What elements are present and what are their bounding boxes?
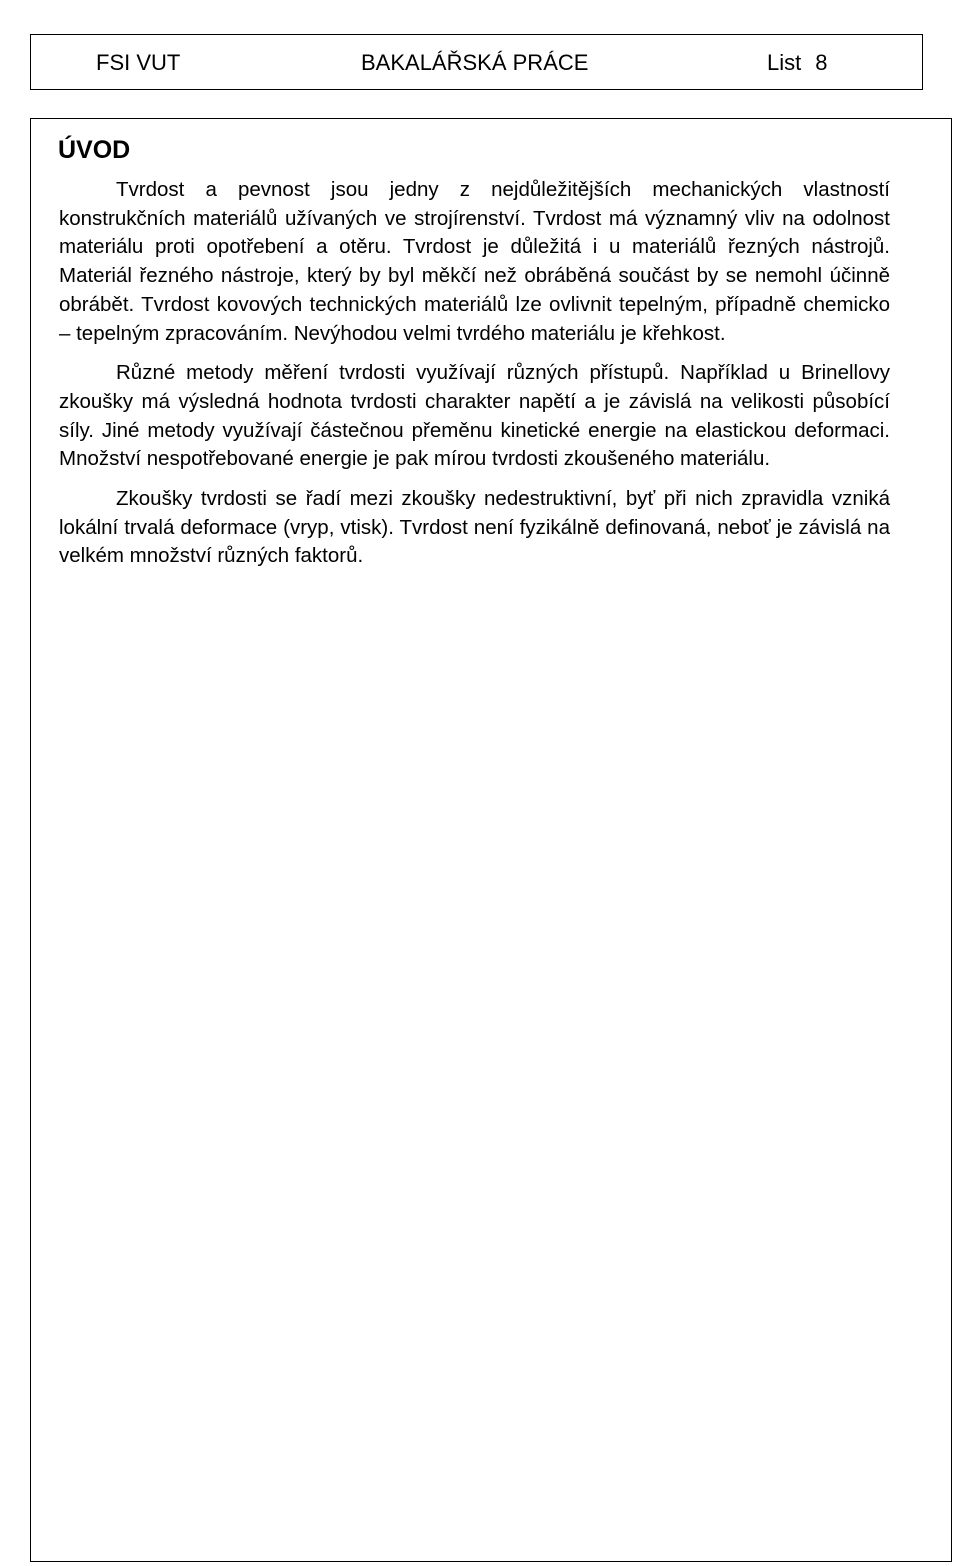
section-title: ÚVOD	[58, 136, 131, 164]
page-content-frame	[30, 118, 952, 1562]
header-faculty: FSI VUT	[96, 50, 181, 75]
header-sheet-label: List	[767, 50, 802, 75]
paragraph-3: Zkoušky tvrdosti se řadí mezi zkoušky nedestruktivní, byť při nich zpravidla vzniká lokální trvalá deformace (vryp, vtisk). Tvrdost není fyzikálně definovaná, neboť je závislá na velkém množství různých faktorů.	[59, 487, 890, 568]
paragraph-1: Tvrdost a pevnost jsou jedny z nejdůležitějších mechanických vlastností konstrukčních materiálů užívaných ve strojírenství. Tvrdost má významný vliv na odolnost materiálu proti opotřebení a otěru. Tvrdost je důležitá i u materiálů řezných nástrojů. Materiál řezného nástroje, který by byl měkčí než obráběná součást by se nemohl účinně obrábět. Tvrdost kovových technických materiálů lze ovlivnit tepelným, případně chemicko – tepelným zpracováním. Nevýhodou velmi tvrdého materiálu je křehkost.	[59, 178, 890, 345]
section-body	[59, 176, 890, 582]
paragraph-2: Různé metody měření tvrdosti využívají různých přístupů. Například u Brinellovy zkoušky má výsledná hodnota tvrdosti charakter napětí a je závislá na velikosti působící síly. Jiné metody využívají částečnou přeměnu kinetické energie na elastickou deformaci. Množství nespotřebované energie je pak mírou tvrdosti zkoušeného materiálu.	[59, 361, 890, 471]
page-header	[30, 34, 923, 90]
header-sheet	[767, 50, 828, 76]
header-sheet-number: 8	[815, 50, 828, 75]
header-document-type: BAKALÁŘSKÁ PRÁCE	[361, 50, 589, 75]
